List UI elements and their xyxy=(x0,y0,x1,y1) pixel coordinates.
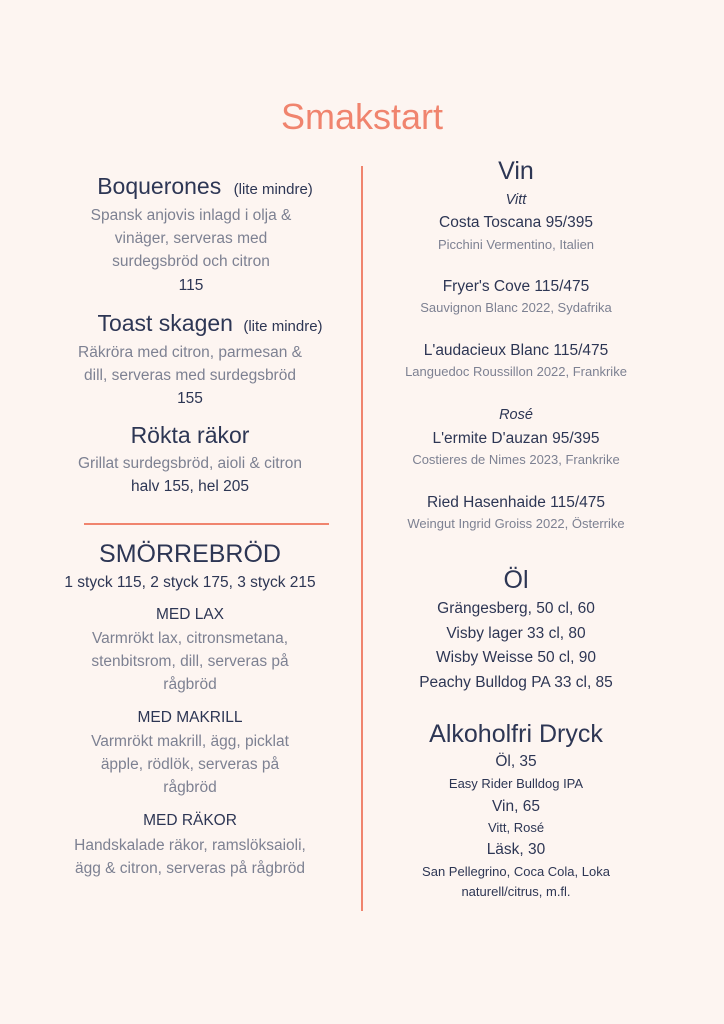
dish-price: 155 xyxy=(177,390,203,407)
alkoholfri-heading: Alkoholfri Dryck xyxy=(429,720,603,748)
drink-name: Öl, 35 xyxy=(495,753,537,770)
ol-list xyxy=(370,597,662,695)
desc-line: Varmrökt makrill, ägg, picklat xyxy=(91,733,289,750)
dish-name: Toast skagen xyxy=(97,310,233,336)
smorrebrod-desc-lax xyxy=(40,627,340,696)
desc-line: Räkröra med citron, parmesan & xyxy=(78,344,302,361)
smorrebrod-item-lax: MED LAX xyxy=(155,606,225,623)
dish-title-toast-skagen xyxy=(60,309,360,341)
ol-item: Grängesberg, 50 cl, 60 xyxy=(437,600,595,617)
vin-heading: Vin xyxy=(498,157,534,185)
drink-desc: naturell/citrus, m.fl. xyxy=(461,884,571,899)
dish-desc-rokta-rakor: Grillat surdegsbröd, aioli & citron xyxy=(78,455,302,472)
dish-note: (lite mindre) xyxy=(243,318,323,335)
wine-desc: Languedoc Roussillon 2022, Frankrike xyxy=(405,364,627,379)
desc-line: ägg & citron, serveras på rågbröd xyxy=(74,860,306,877)
desc-line: Varmrökt lax, citronsmetana, xyxy=(91,630,289,647)
wine-desc: Sauvignon Blanc 2022, Sydafrika xyxy=(420,300,612,315)
drink-desc: San Pellegrino, Coca Cola, Loka xyxy=(422,864,610,879)
smorrebrod-item-makrill: MED MAKRILL xyxy=(137,709,243,726)
drink-name: Vin, 65 xyxy=(492,798,540,815)
wine-desc: Picchini Vermentino, Italien xyxy=(437,237,595,252)
desc-line: surdegsbröd och citron xyxy=(112,253,270,270)
dish-desc-boquerones xyxy=(42,204,340,273)
drink-name: Läsk, 30 xyxy=(486,841,546,858)
wine-name: Costa Toscana 95/395 xyxy=(439,214,593,231)
smorrebrod-desc-makrill xyxy=(40,730,340,799)
smorrebrod-prices: 1 styck 115, 2 styck 175, 3 styck 215 xyxy=(64,574,316,591)
dish-note: (lite mindre) xyxy=(233,181,313,198)
desc-line: stenbitsrom, dill, serveras på xyxy=(91,653,289,670)
desc-line: Handskalade räkor, ramslöksaioli, xyxy=(74,837,306,854)
ol-heading: Öl xyxy=(503,566,529,594)
desc-line: dill, serveras med surdegsbröd xyxy=(84,367,296,384)
smorrebrod-item-rakor: MED RÄKOR xyxy=(143,812,237,829)
smorrebrod-desc-rakor xyxy=(40,834,340,880)
menu-title: Smakstart xyxy=(280,96,444,137)
dish-name: Rökta räkor xyxy=(130,422,250,448)
wine-desc: Weingut Ingrid Groiss 2022, Österrike xyxy=(407,516,625,531)
dish-title-boquerones xyxy=(50,172,360,204)
ol-item: Visby lager 33 cl, 80 xyxy=(446,624,586,642)
wine-name: Fryer's Cove 115/475 xyxy=(442,278,590,295)
desc-line: rågbröd xyxy=(163,676,217,693)
desc-line: rågbröd xyxy=(163,779,217,796)
rose-label: Rosé xyxy=(499,407,533,423)
drink-desc: Vitt, Rosé xyxy=(487,820,545,835)
ol-item: Wisby Weisse 50 cl, 90 xyxy=(436,649,596,666)
ol-item: Peachy Bulldog PA 33 cl, 85 xyxy=(419,673,613,691)
desc-line: äpple, rödlök, serveras på xyxy=(100,756,280,773)
wine-name: L'audacieux Blanc 115/475 xyxy=(423,342,609,359)
column-divider xyxy=(361,166,363,911)
left-column xyxy=(50,0,360,1024)
dish-name: Boquerones xyxy=(97,173,222,199)
smorrebrod-heading: SMÖRREBRÖD xyxy=(99,540,281,568)
desc-line: vinäger, serveras med xyxy=(114,230,268,247)
dish-desc-toast-skagen xyxy=(40,341,340,387)
drink-desc: Easy Rider Bulldog IPA xyxy=(448,776,584,791)
wine-desc: Costieres de Nimes 2023, Frankrike xyxy=(412,452,620,467)
wine-name: Ried Hasenhaide 115/475 xyxy=(426,494,606,511)
dish-price: halv 155, hel 205 xyxy=(130,478,250,495)
wine-name: L'ermite D'auzan 95/395 xyxy=(432,430,600,447)
dish-price: 115 xyxy=(178,277,204,294)
right-column xyxy=(370,0,662,1024)
dish-title-rokta-rakor xyxy=(40,421,340,449)
vitt-label: Vitt xyxy=(505,192,527,208)
desc-line: Spansk anjovis inlagd i olja & xyxy=(90,207,292,224)
